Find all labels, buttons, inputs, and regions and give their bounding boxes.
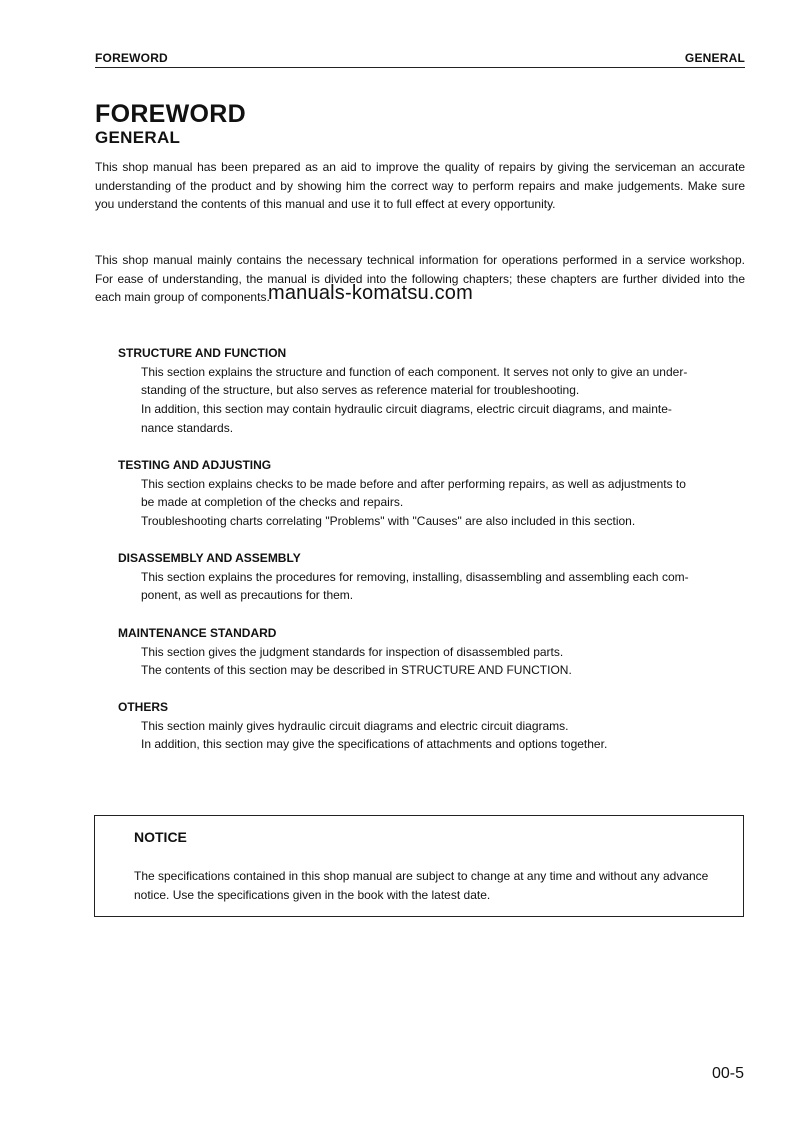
section-line: ponent, as well as precautions for them. — [141, 588, 354, 603]
section-heading: OTHERS — [118, 700, 169, 714]
section-line: This section explains the structure and function of each component. It serves not only to give an under- — [141, 364, 688, 379]
section-line: be made at completion of the checks and repairs. — [141, 495, 404, 510]
section-line: In addition, this section may contain hydraulic circuit diagrams, electric circuit diagrams, and mainte- — [141, 402, 672, 417]
page-subtitle: GENERAL — [95, 128, 181, 147]
header-chapter: FOREWORD — [95, 51, 168, 65]
section-heading: DISASSEMBLY AND ASSEMBLY — [118, 551, 301, 565]
section-heading: TESTING AND ADJUSTING — [118, 458, 272, 472]
section-heading: MAINTENANCE STANDARD — [118, 626, 277, 640]
header-section: GENERAL — [684, 51, 745, 65]
section-disassembly-and-assembly — [118, 549, 745, 605]
section-line: This section explains the procedures for removing, installing, disassembling and assembling each com- — [141, 569, 689, 584]
section-line: This section explains checks to be made before and after performing repairs, as well as adjustments to — [141, 476, 686, 491]
notice-text: The specifications contained in this shop manual are subject to change at any time and without any advance notice. Use the specifications given in the book with the latest date. — [134, 869, 709, 902]
intro-paragraph-2: This shop manual mainly contains the necessary technical information for operations performed in a service workshop. For ease of understanding, the manual is divided into the following chapters; these chapters are further divided into the each main group of components. — [95, 253, 745, 305]
section-testing-and-adjusting — [118, 456, 745, 531]
section-heading: STRUCTURE AND FUNCTION — [118, 346, 287, 360]
section-line: This section gives the judgment standards for inspection of disassembled parts. — [141, 644, 564, 659]
section-others — [118, 698, 745, 754]
section-line: In addition, this section may give the specifications of attachments and options together. — [141, 737, 608, 752]
page-header — [95, 51, 745, 68]
page-title: FOREWORD — [95, 100, 246, 128]
notice-title: NOTICE — [134, 829, 187, 845]
intro-paragraph-1: This shop manual has been prepared as an aid to improve the quality of repairs by giving the serviceman an accurate understanding of the product and by showing him the correct way to perform repairs and make judgements. Make sure you understand the contents of this manual and use it to full effect at every opportunity. — [95, 160, 745, 212]
section-line: standing of the structure, but also serves as reference material for troubleshooting. — [141, 383, 580, 398]
section-line: Troubleshooting charts correlating "Problems" with "Causes" are also included in this section. — [141, 514, 636, 529]
section-line: This section mainly gives hydraulic circuit diagrams and electric circuit diagrams. — [141, 718, 569, 733]
page-number: 00-5 — [711, 1065, 744, 1082]
section-line: The contents of this section may be described in STRUCTURE AND FUNCTION. — [141, 663, 572, 678]
section-line: nance standards. — [141, 420, 234, 435]
section-maintenance-standard — [118, 624, 745, 680]
watermark-text: manuals-komatsu.com — [268, 282, 473, 304]
notice-box — [94, 815, 744, 917]
section-structure-and-function — [118, 344, 745, 438]
